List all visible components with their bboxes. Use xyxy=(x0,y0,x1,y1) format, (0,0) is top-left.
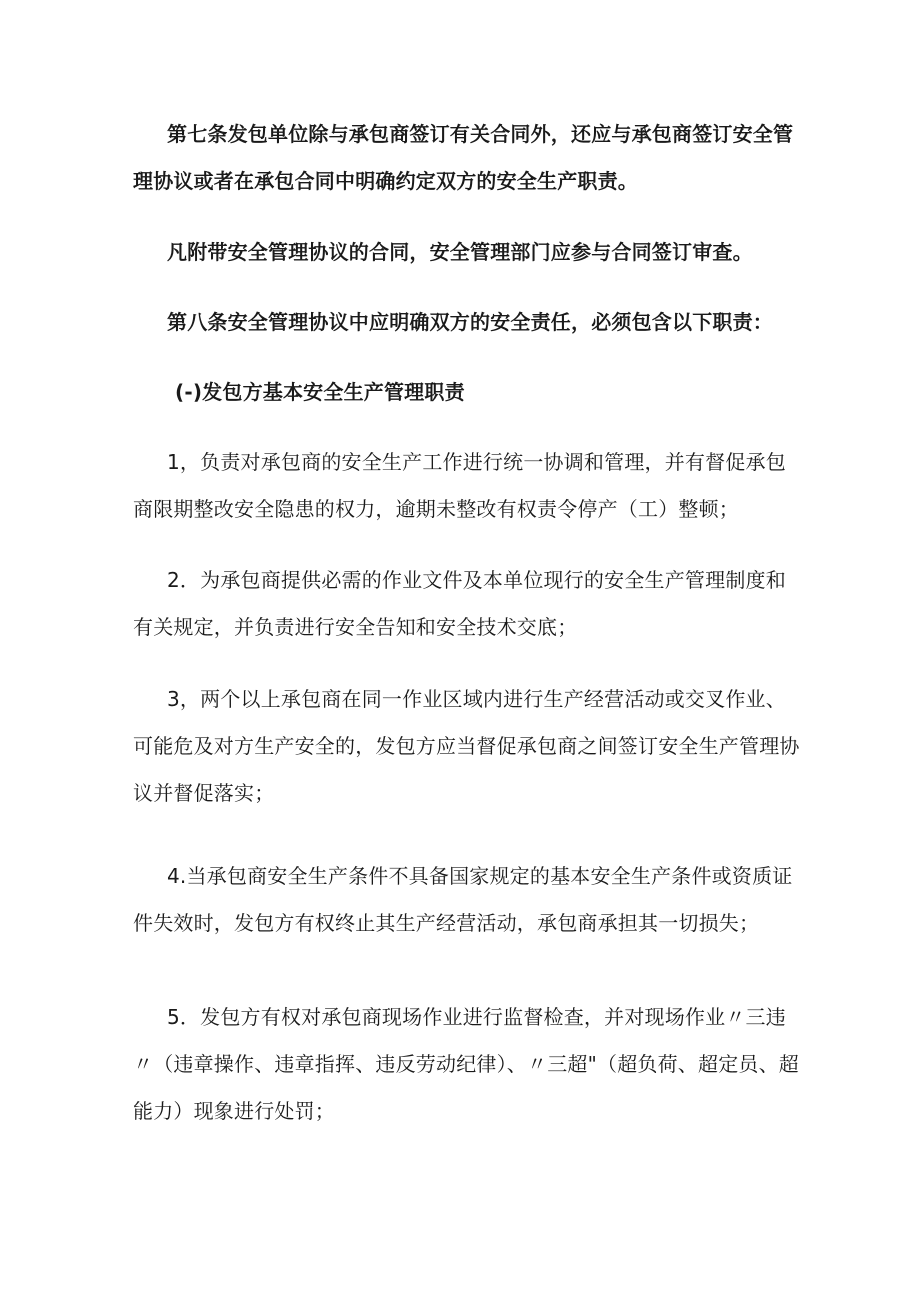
list-item-1: 1，负责对承包商的安全生产工作进行统一协调和管理，并有督促承包商限期整改安全隐患的权力，逾期未整改有权责令停产（工）整顿； xyxy=(133,450,786,521)
list-item-4: 4.当承包商安全生产条件不具备国家规定的基本安全生产条件或资质证件失效时，发包方有权终止其生产经营活动，承包商承担其一切损失； xyxy=(133,864,793,935)
list-item-2: 2．为承包商提供必需的作业文件及本单位现行的安全生产管理制度和有关规定，并负责进行安全告知和安全技术交底； xyxy=(133,568,786,639)
list-item-5: 5．发包方有权对承包商现场作业进行监督检查，并对现场作业〃三违〃（违章操作、违章指挥、违反劳动纪律）、〃三超"（超负荷、超定员、超能力）现象进行处罚； xyxy=(133,1005,799,1123)
article-8-paragraph: 第八条安全管理协议中应明确双方的安全责任，必须包含以下职责： xyxy=(167,310,773,334)
attached-agreement-paragraph: 凡附带安全管理协议的合同，安全管理部门应参与合同签订审查。 xyxy=(167,240,753,264)
article-7-paragraph: 第七条发包单位除与承包商签订有关合同外，还应与承包商签订安全管理协议或者在承包合同中明确约定双方的安全生产职责。 xyxy=(133,122,794,193)
list-item-3: 3，两个以上承包商在同一作业区域内进行生产经营活动或交叉作业、可能危及对方生产安全的，发包方应当督促承包商之间签订安全生产管理协议并督促落实； xyxy=(133,687,800,805)
section-1-heading: (-)发包方基本安全生产管理职责 xyxy=(175,380,465,404)
